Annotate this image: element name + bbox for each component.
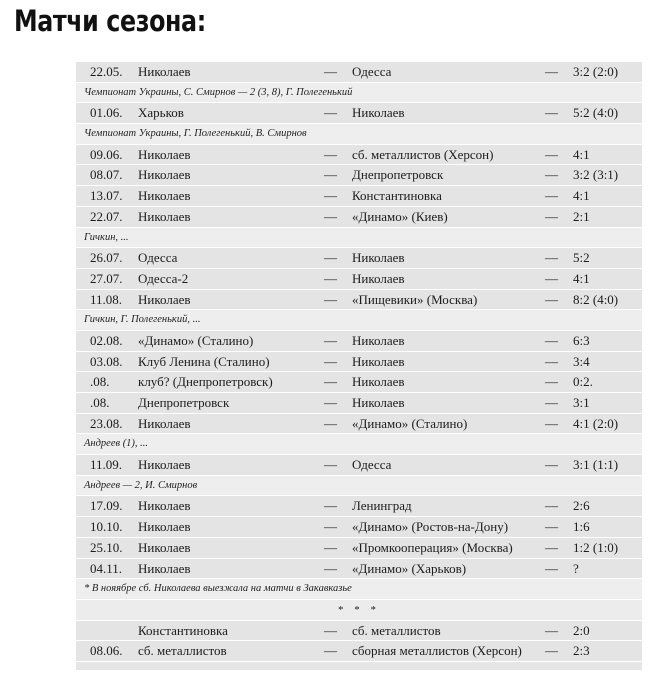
- match-score: 8:2 (4:0): [573, 291, 619, 307]
- match-date: 10.10.: [90, 519, 123, 535]
- away-team: Николаев: [352, 250, 405, 266]
- match-date: 11.09.: [90, 457, 123, 473]
- dash-separator: —: [545, 395, 558, 410]
- match-score: 4:1 (2:0): [573, 415, 619, 431]
- home-team: Константиновка: [138, 622, 228, 638]
- match-date: 08.06.: [90, 643, 123, 659]
- dash-separator: —: [324, 64, 337, 79]
- section-separator: * * *: [76, 600, 642, 621]
- match-row: [76, 621, 642, 642]
- dash-separator: —: [545, 250, 558, 266]
- match-score: 1:2 (1:0): [573, 539, 619, 555]
- match-row: [76, 393, 642, 414]
- away-team: сборная металлистов (Херсон): [352, 643, 522, 659]
- match-score: 3:2 (3:1): [573, 167, 619, 183]
- dash-separator: —: [324, 208, 337, 224]
- match-note: Чемпионат Украины, С. Смирнов — 2 (3, 8), Г. Полегенький: [84, 86, 353, 98]
- away-team: Николаев: [352, 395, 405, 410]
- match-date: 17.09.: [90, 498, 123, 514]
- match-note-row: [76, 434, 642, 455]
- dash-separator: —: [324, 622, 337, 638]
- match-note-row: [76, 579, 642, 600]
- match-row: [76, 414, 642, 435]
- match-row: [76, 186, 642, 207]
- dash-separator: —: [545, 188, 558, 204]
- dash-separator: —: [545, 105, 558, 121]
- home-team: Харьков: [138, 105, 184, 121]
- match-row: [76, 248, 642, 269]
- home-team: Николаев: [138, 560, 191, 576]
- match-date: 08.07.: [90, 167, 123, 183]
- home-team: Одесса-2: [138, 270, 189, 286]
- match-row: [76, 165, 642, 186]
- match-row: [76, 641, 642, 662]
- away-team: сб. металлистов (Херсон): [352, 146, 494, 162]
- match-row: [76, 145, 642, 166]
- away-team: «Динамо» (Сталино): [352, 415, 468, 431]
- match-score: 3:2 (2:0): [573, 64, 619, 79]
- dash-separator: —: [545, 560, 558, 576]
- away-team: «Динамо» (Харьков): [352, 560, 467, 576]
- dash-separator: —: [324, 519, 337, 535]
- match-score: 6:3: [573, 332, 590, 348]
- match-row: [76, 103, 642, 124]
- away-team: Николаев: [352, 105, 405, 121]
- dash-separator: —: [324, 146, 337, 162]
- home-team: Одесса: [138, 250, 178, 266]
- home-team: Николаев: [138, 415, 191, 431]
- dash-separator: —: [545, 146, 558, 162]
- dash-separator: —: [324, 498, 337, 514]
- match-row: [76, 290, 642, 311]
- match-row: [76, 496, 642, 517]
- match-row: [76, 352, 642, 373]
- home-team: «Динамо» (Сталино): [138, 332, 254, 348]
- home-team: Николаев: [138, 146, 191, 162]
- match-score: 3:4: [573, 353, 590, 369]
- away-team: Ленинград: [352, 498, 412, 514]
- match-score: 2:0: [573, 622, 590, 638]
- dash-separator: —: [324, 188, 337, 204]
- match-date: 01.06.: [90, 105, 123, 121]
- match-score: 4:1: [573, 188, 590, 204]
- match-date: 03.08.: [90, 353, 123, 369]
- match-date: 09.06.: [90, 146, 123, 162]
- match-score: 3:1 (1:1): [573, 457, 619, 473]
- dash-separator: —: [324, 539, 337, 555]
- match-row: [76, 62, 642, 83]
- match-note-row: [76, 124, 642, 145]
- home-team: клуб? (Днепропетровск): [138, 374, 273, 390]
- match-row: [76, 455, 642, 476]
- dash-separator: —: [324, 105, 337, 121]
- match-row: [76, 269, 642, 290]
- match-note: Гичкин, Г. Полегенький, ...: [84, 314, 201, 326]
- home-team: Николаев: [138, 64, 191, 79]
- match-date: 26.07.: [90, 250, 123, 266]
- away-team: Константиновка: [352, 188, 442, 204]
- match-note: Андреев (1), ...: [84, 438, 149, 450]
- dash-separator: —: [545, 353, 558, 369]
- match-date: 13.07.: [90, 188, 123, 204]
- match-score: 0:2.: [573, 374, 593, 390]
- home-team: Николаев: [138, 457, 191, 473]
- away-team: Николаев: [352, 353, 405, 369]
- away-team: «Динамо» (Киев): [352, 208, 448, 224]
- match-score: 4:1: [573, 270, 590, 286]
- home-team: Николаев: [138, 167, 191, 183]
- match-date: 23.08.: [90, 415, 123, 431]
- match-date: 22.05.: [90, 64, 123, 79]
- match-date: 27.07.: [90, 270, 123, 286]
- matches-rows: [76, 62, 642, 662]
- dash-separator: —: [324, 167, 337, 183]
- match-row: [76, 331, 642, 352]
- match-score: 3:1: [573, 395, 590, 410]
- match-score: 2:3: [573, 643, 590, 659]
- match-date: .08.: [90, 374, 110, 390]
- dash-separator: —: [545, 643, 558, 659]
- match-row: [76, 372, 642, 393]
- dash-separator: —: [324, 457, 337, 473]
- match-note-row: [76, 83, 642, 104]
- match-row: [76, 559, 642, 580]
- match-score: 5:2: [573, 250, 590, 266]
- dash-separator: —: [324, 395, 337, 410]
- dash-separator: —: [545, 539, 558, 555]
- dash-separator: —: [545, 64, 558, 79]
- match-note: * В нояябре сб. Николаева выезжала на матчи в Закавказье: [84, 583, 352, 595]
- away-team: «Пищевики» (Москва): [352, 291, 478, 307]
- dash-separator: —: [324, 560, 337, 576]
- home-team: Николаев: [138, 519, 191, 535]
- dash-separator: —: [324, 250, 337, 266]
- home-team: Николаев: [138, 291, 191, 307]
- match-row: [76, 207, 642, 228]
- dash-separator: —: [324, 415, 337, 431]
- home-team: Николаев: [138, 188, 191, 204]
- home-team: Клуб Ленина (Сталино): [138, 353, 270, 369]
- match-date: .08.: [90, 395, 110, 410]
- away-team: Николаев: [352, 270, 405, 286]
- dash-separator: —: [324, 643, 337, 659]
- away-team: Одесса: [352, 457, 392, 473]
- dash-separator: —: [545, 519, 558, 535]
- dash-separator: —: [545, 622, 558, 638]
- match-score: 1:6: [573, 519, 590, 535]
- match-note-row: [76, 228, 642, 249]
- away-team: Николаев: [352, 332, 405, 348]
- away-team: «Промкооперация» (Москва): [352, 539, 513, 555]
- home-team: Николаев: [138, 539, 191, 555]
- home-team: Днепропетровск: [138, 395, 230, 410]
- dash-separator: —: [545, 332, 558, 348]
- match-score: 5:2 (4:0): [573, 105, 619, 121]
- dash-separator: —: [545, 208, 558, 224]
- match-note-row: [76, 476, 642, 497]
- away-team: Николаев: [352, 374, 405, 390]
- match-score: 2:1: [573, 208, 590, 224]
- dash-separator: —: [324, 374, 337, 390]
- match-score: ?: [573, 560, 579, 576]
- match-row: [76, 538, 642, 559]
- dash-separator: —: [545, 457, 558, 473]
- match-date: 22.07.: [90, 208, 123, 224]
- matches-table: [76, 62, 642, 670]
- match-date: 02.08.: [90, 332, 123, 348]
- away-team: Одесса: [352, 64, 392, 79]
- match-date: 11.08.: [90, 291, 123, 307]
- dash-separator: —: [545, 167, 558, 183]
- away-team: Днепропетровск: [352, 167, 444, 183]
- dash-separator: —: [545, 291, 558, 307]
- away-team: «Динамо» (Ростов-на-Дону): [352, 519, 509, 535]
- dash-separator: —: [545, 374, 558, 390]
- match-date: 25.10.: [90, 539, 123, 555]
- dash-separator: —: [324, 291, 337, 307]
- match-score: 4:1: [573, 146, 590, 162]
- dash-separator: —: [545, 270, 558, 286]
- home-team: Николаев: [138, 208, 191, 224]
- match-note: Чемпионат Украины, Г. Полегенький, В. Смирнов: [84, 128, 307, 140]
- dash-separator: —: [324, 353, 337, 369]
- dash-separator: —: [324, 270, 337, 286]
- match-date: 04.11.: [90, 560, 123, 576]
- dash-separator: —: [324, 332, 337, 348]
- away-team: сб. металлистов: [352, 622, 441, 638]
- match-row: [76, 517, 642, 538]
- home-team: Николаев: [138, 498, 191, 514]
- match-note-row: [76, 310, 642, 331]
- match-score: 2:6: [573, 498, 590, 514]
- home-team: сб. металлистов: [138, 643, 227, 659]
- dash-separator: —: [545, 415, 558, 431]
- page-title: Матчи сезона:: [14, 4, 206, 38]
- match-note: Андреев — 2, И. Смирнов: [84, 479, 198, 491]
- match-note: Гичкин, ...: [84, 231, 129, 243]
- dash-separator: —: [545, 498, 558, 514]
